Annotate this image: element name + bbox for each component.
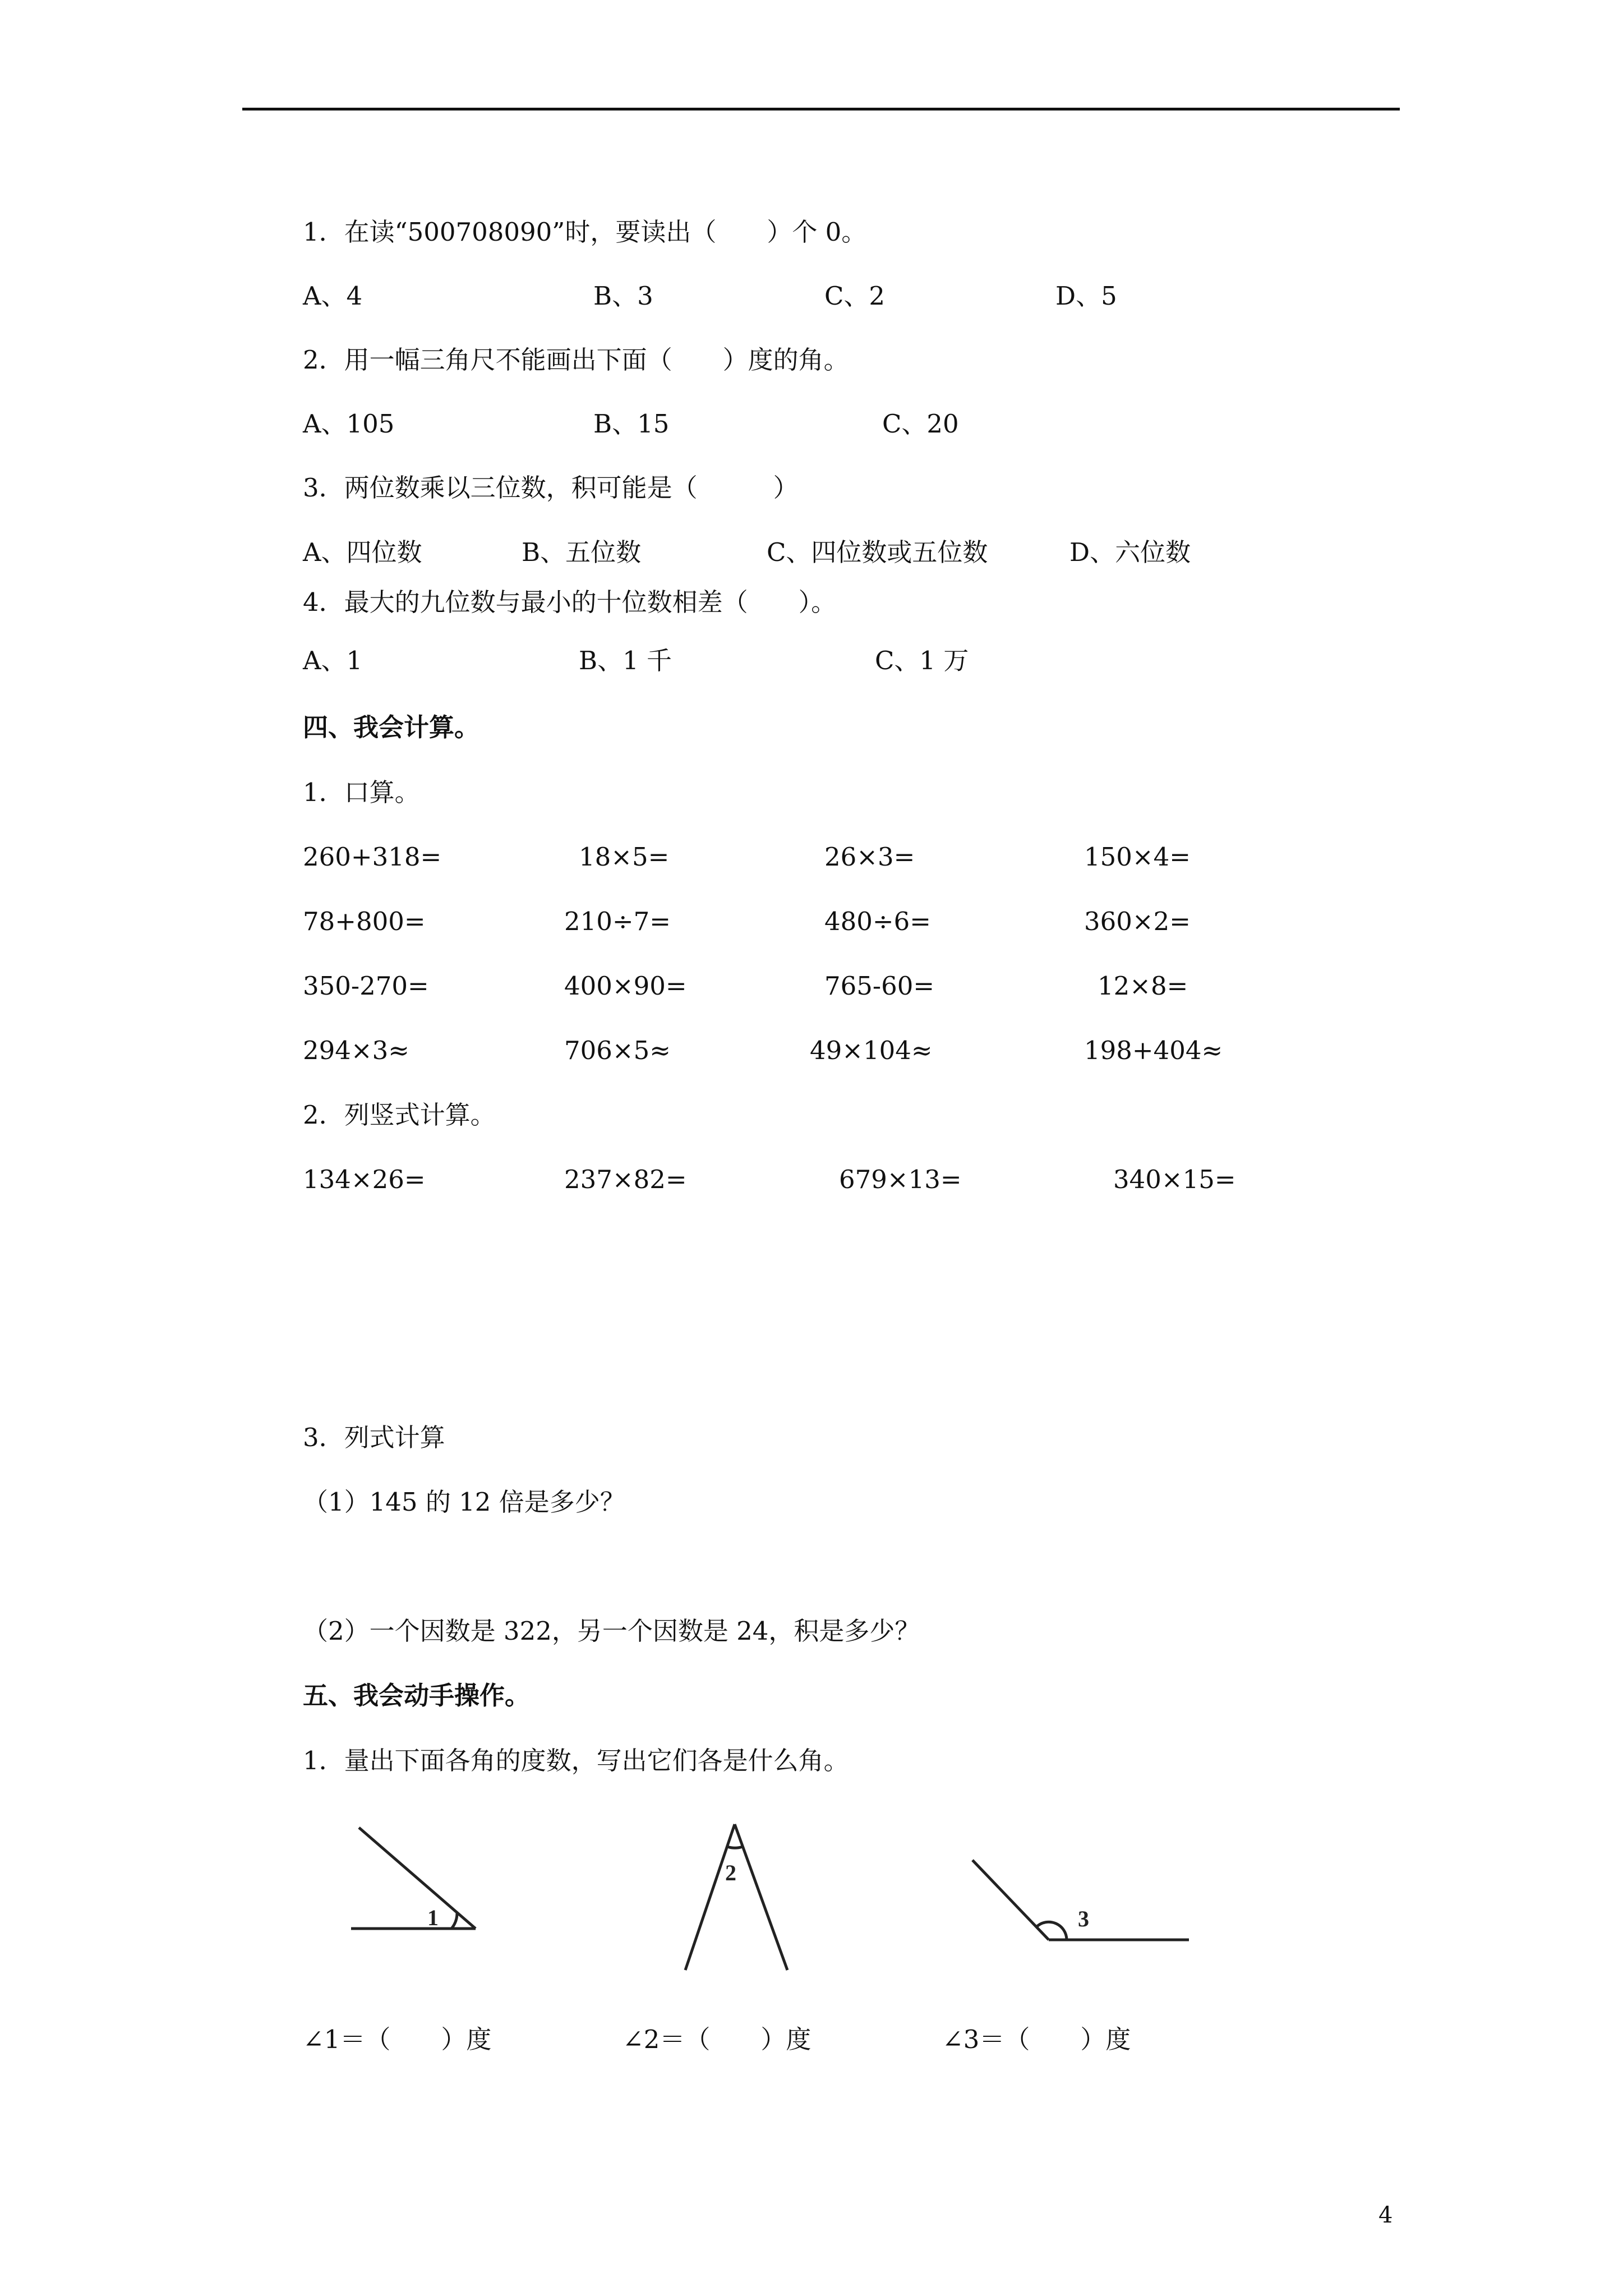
section-4-heading: 四、我会计算。 (303, 712, 480, 742)
angle-1-figure (351, 1828, 476, 1929)
oral-item: 210÷7= (564, 907, 671, 936)
question-1-stem: 1．在读“500708090”时，要读出（ ）个 0。 (303, 217, 867, 247)
question-4-stem: 4．最大的九位数与最小的十位数相差（ ）。 (303, 587, 837, 617)
q3-option-a: A、四位数 (303, 537, 422, 567)
q4-option-a: A、1 (303, 646, 363, 675)
oral-item: 360×2= (1084, 907, 1191, 936)
q1-option-d: D、5 (1055, 281, 1117, 311)
formula-question-2: （2）一个因数是 322，另一个因数是 24，积是多少？ (303, 1616, 920, 1646)
oral-item: 18×5= (579, 842, 670, 872)
angle-3-figure (972, 1860, 1189, 1940)
measure-angles-title: 1．量出下面各角的度数，写出它们各是什么角。 (303, 1746, 849, 1775)
q3-option-d: D、六位数 (1069, 537, 1191, 567)
angle-1-answer: ∠1＝（ ）度 (303, 2024, 492, 2054)
oral-item: 400×90= (564, 971, 687, 1001)
angle-1-label: 1 (427, 1905, 439, 1930)
q1-option-b: B、3 (593, 281, 653, 311)
angle-2-figure (685, 1824, 787, 1970)
q4-option-b: B、1 千 (579, 646, 672, 675)
angle-2-answer: ∠2＝（ ）度 (623, 2024, 811, 2054)
oral-calc-title: 1．口算。 (303, 777, 420, 807)
oral-item: 150×4= (1084, 842, 1191, 872)
oral-item: 12×8= (1098, 971, 1188, 1001)
oral-item: 706×5≈ (564, 1036, 671, 1065)
oral-item: 78+800= (303, 907, 426, 936)
oral-item: 49×104≈ (810, 1036, 933, 1065)
vertical-calc-title: 2．列竖式计算。 (303, 1100, 496, 1130)
q3-option-c: C、四位数或五位数 (767, 537, 988, 567)
vertical-item: 679×13= (839, 1165, 962, 1194)
question-3-stem: 3．两位数乘以三位数，积可能是（ ） (303, 473, 799, 503)
page-number: 4 (1378, 2202, 1393, 2228)
oral-item: 260+318= (303, 842, 442, 872)
oral-item: 765-60= (824, 971, 935, 1001)
vertical-item: 134×26= (303, 1165, 426, 1194)
q2-option-a: A、105 (303, 409, 395, 439)
angle-2-label: 2 (725, 1860, 736, 1885)
oral-item: 294×3≈ (303, 1036, 409, 1065)
q2-option-c: C、20 (882, 409, 959, 439)
oral-item: 480÷6= (824, 907, 931, 936)
formula-calc-title: 3．列式计算 (303, 1423, 445, 1452)
q4-option-c: C、1 万 (875, 646, 969, 675)
angle-3-label: 3 (1078, 1906, 1089, 1931)
angle-3-answer: ∠3＝（ ）度 (942, 2024, 1131, 2054)
vertical-item: 237×82= (564, 1165, 687, 1194)
section-5-heading: 五、我会动手操作。 (303, 1681, 531, 1710)
q2-option-b: B、15 (593, 409, 670, 439)
formula-question-1: （1）145 的 12 倍是多少？ (303, 1487, 625, 1517)
vertical-item: 340×15= (1113, 1165, 1236, 1194)
header-rule (242, 108, 1400, 111)
oral-item: 350-270= (303, 971, 429, 1001)
question-2-stem: 2．用一幅三角尺不能画出下面（ ）度的角。 (303, 345, 849, 375)
q1-option-c: C、2 (824, 281, 886, 311)
q1-option-a: A、4 (303, 281, 363, 311)
oral-item: 26×3= (824, 842, 915, 872)
q3-option-b: B、五位数 (522, 537, 642, 567)
oral-item: 198+404≈ (1084, 1036, 1223, 1065)
